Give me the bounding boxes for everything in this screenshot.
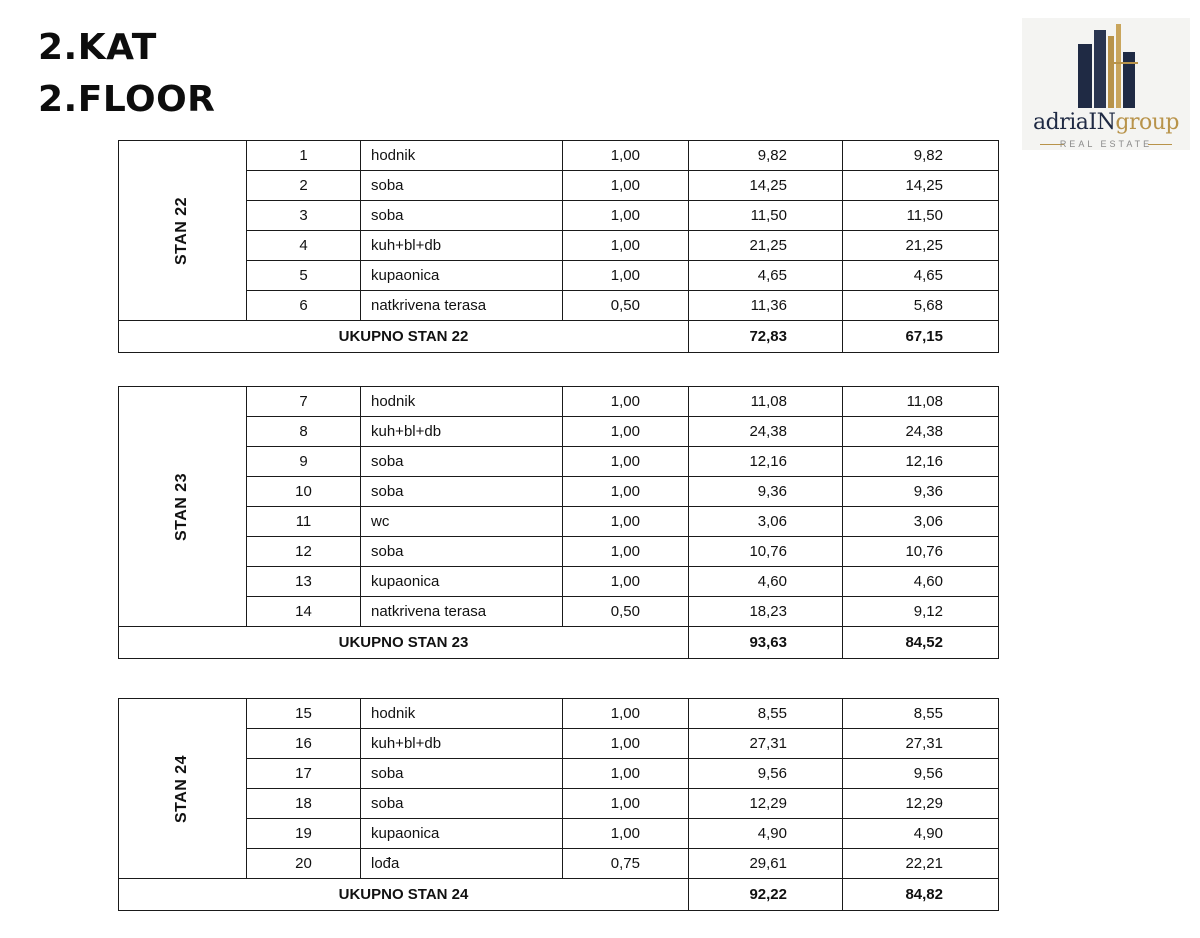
room-area: 11,08 bbox=[689, 387, 843, 417]
room-net-area: 22,21 bbox=[843, 849, 999, 879]
room-number: 17 bbox=[247, 759, 361, 789]
stan-23-table bbox=[118, 386, 999, 659]
room-area: 21,25 bbox=[689, 231, 843, 261]
room-net-area: 4,90 bbox=[843, 819, 999, 849]
table-row bbox=[119, 171, 999, 201]
room-factor: 1,00 bbox=[563, 141, 689, 171]
room-factor: 1,00 bbox=[563, 201, 689, 231]
logo-tagline: REAL ESTATE bbox=[1059, 139, 1153, 149]
room-factor: 0,50 bbox=[563, 291, 689, 321]
room-factor: 1,00 bbox=[563, 537, 689, 567]
room-net-area: 24,38 bbox=[843, 417, 999, 447]
room-number: 6 bbox=[247, 291, 361, 321]
room-factor: 1,00 bbox=[563, 447, 689, 477]
room-area: 3,06 bbox=[689, 507, 843, 537]
room-name: kuh+bl+db bbox=[361, 729, 563, 759]
room-name: kupaonica bbox=[361, 819, 563, 849]
total-net-area: 84,82 bbox=[843, 879, 999, 911]
room-factor: 1,00 bbox=[563, 261, 689, 291]
room-number: 10 bbox=[247, 477, 361, 507]
room-name: soba bbox=[361, 201, 563, 231]
table-row bbox=[119, 849, 999, 879]
room-net-area: 11,50 bbox=[843, 201, 999, 231]
room-factor: 1,00 bbox=[563, 417, 689, 447]
room-number: 5 bbox=[247, 261, 361, 291]
room-area: 29,61 bbox=[689, 849, 843, 879]
room-net-area: 9,36 bbox=[843, 477, 999, 507]
total-net-area: 67,15 bbox=[843, 321, 999, 353]
room-name: soba bbox=[361, 537, 563, 567]
room-area: 12,29 bbox=[689, 789, 843, 819]
room-number: 8 bbox=[247, 417, 361, 447]
room-number: 12 bbox=[247, 537, 361, 567]
room-net-area: 11,08 bbox=[843, 387, 999, 417]
room-name: soba bbox=[361, 477, 563, 507]
room-number: 16 bbox=[247, 729, 361, 759]
room-area: 4,65 bbox=[689, 261, 843, 291]
table-row bbox=[119, 141, 999, 171]
room-factor: 1,00 bbox=[563, 819, 689, 849]
room-number: 11 bbox=[247, 507, 361, 537]
room-net-area: 10,76 bbox=[843, 537, 999, 567]
room-net-area: 12,29 bbox=[843, 789, 999, 819]
room-net-area: 8,55 bbox=[843, 699, 999, 729]
room-area: 14,25 bbox=[689, 171, 843, 201]
room-number: 19 bbox=[247, 819, 361, 849]
table-row bbox=[119, 759, 999, 789]
table-row bbox=[119, 261, 999, 291]
stan-24-table bbox=[118, 698, 999, 911]
total-label: UKUPNO STAN 23 bbox=[119, 627, 689, 659]
apartment-label: STAN 23 bbox=[119, 387, 247, 627]
room-area: 4,90 bbox=[689, 819, 843, 849]
company-logo bbox=[1022, 18, 1190, 150]
room-factor: 1,00 bbox=[563, 789, 689, 819]
total-area: 72,83 bbox=[689, 321, 843, 353]
room-area: 9,82 bbox=[689, 141, 843, 171]
room-area: 11,50 bbox=[689, 201, 843, 231]
room-area: 27,31 bbox=[689, 729, 843, 759]
room-factor: 1,00 bbox=[563, 507, 689, 537]
buildings-logo-icon bbox=[1074, 22, 1140, 108]
total-label: UKUPNO STAN 24 bbox=[119, 879, 689, 911]
total-row bbox=[119, 627, 999, 659]
room-name: soba bbox=[361, 759, 563, 789]
room-net-area: 4,60 bbox=[843, 567, 999, 597]
room-net-area: 12,16 bbox=[843, 447, 999, 477]
room-factor: 1,00 bbox=[563, 387, 689, 417]
room-name: kuh+bl+db bbox=[361, 417, 563, 447]
room-number: 7 bbox=[247, 387, 361, 417]
table-row bbox=[119, 387, 999, 417]
room-area: 4,60 bbox=[689, 567, 843, 597]
room-net-area: 21,25 bbox=[843, 231, 999, 261]
room-net-area: 5,68 bbox=[843, 291, 999, 321]
room-area: 11,36 bbox=[689, 291, 843, 321]
room-net-area: 27,31 bbox=[843, 729, 999, 759]
table-row bbox=[119, 729, 999, 759]
room-factor: 0,75 bbox=[563, 849, 689, 879]
room-number: 13 bbox=[247, 567, 361, 597]
room-factor: 1,00 bbox=[563, 567, 689, 597]
total-area: 92,22 bbox=[689, 879, 843, 911]
room-factor: 1,00 bbox=[563, 231, 689, 261]
room-net-area: 9,56 bbox=[843, 759, 999, 789]
room-name: soba bbox=[361, 789, 563, 819]
room-area: 12,16 bbox=[689, 447, 843, 477]
table-row bbox=[119, 507, 999, 537]
room-name: hodnik bbox=[361, 387, 563, 417]
room-name: kupaonica bbox=[361, 261, 563, 291]
room-name: kuh+bl+db bbox=[361, 231, 563, 261]
room-name: lođa bbox=[361, 849, 563, 879]
room-factor: 1,00 bbox=[563, 729, 689, 759]
room-number: 20 bbox=[247, 849, 361, 879]
table-row bbox=[119, 789, 999, 819]
room-number: 2 bbox=[247, 171, 361, 201]
page-title-floor: 2.FLOOR bbox=[38, 79, 216, 120]
apartment-label: STAN 24 bbox=[119, 699, 247, 879]
room-factor: 1,00 bbox=[563, 477, 689, 507]
room-factor: 1,00 bbox=[563, 759, 689, 789]
table-row bbox=[119, 447, 999, 477]
table-row bbox=[119, 699, 999, 729]
total-row bbox=[119, 321, 999, 353]
room-name: hodnik bbox=[361, 141, 563, 171]
room-name: natkrivena terasa bbox=[361, 291, 563, 321]
room-number: 15 bbox=[247, 699, 361, 729]
room-number: 3 bbox=[247, 201, 361, 231]
table-row bbox=[119, 597, 999, 627]
room-net-area: 3,06 bbox=[843, 507, 999, 537]
room-number: 1 bbox=[247, 141, 361, 171]
room-factor: 1,00 bbox=[563, 171, 689, 201]
table-row bbox=[119, 231, 999, 261]
room-factor: 0,50 bbox=[563, 597, 689, 627]
room-name: kupaonica bbox=[361, 567, 563, 597]
table-row bbox=[119, 537, 999, 567]
page-title-kat: 2.KAT bbox=[38, 27, 157, 68]
table-row bbox=[119, 201, 999, 231]
apartment-label: STAN 22 bbox=[119, 141, 247, 321]
room-area: 18,23 bbox=[689, 597, 843, 627]
table-row bbox=[119, 291, 999, 321]
stan-22-table bbox=[118, 140, 999, 353]
total-area: 93,63 bbox=[689, 627, 843, 659]
room-net-area: 14,25 bbox=[843, 171, 999, 201]
room-name: soba bbox=[361, 447, 563, 477]
total-label: UKUPNO STAN 22 bbox=[119, 321, 689, 353]
logo-wordmark: adriaINgroup bbox=[1033, 110, 1179, 135]
room-area: 24,38 bbox=[689, 417, 843, 447]
room-name: soba bbox=[361, 171, 563, 201]
room-net-area: 9,12 bbox=[843, 597, 999, 627]
table-row bbox=[119, 819, 999, 849]
room-name: natkrivena terasa bbox=[361, 597, 563, 627]
table-row bbox=[119, 567, 999, 597]
room-net-area: 9,82 bbox=[843, 141, 999, 171]
table-row bbox=[119, 417, 999, 447]
room-number: 9 bbox=[247, 447, 361, 477]
room-area: 8,55 bbox=[689, 699, 843, 729]
room-name: wc bbox=[361, 507, 563, 537]
room-area: 10,76 bbox=[689, 537, 843, 567]
room-area: 9,36 bbox=[689, 477, 843, 507]
room-area: 9,56 bbox=[689, 759, 843, 789]
room-number: 4 bbox=[247, 231, 361, 261]
room-number: 18 bbox=[247, 789, 361, 819]
room-number: 14 bbox=[247, 597, 361, 627]
room-name: hodnik bbox=[361, 699, 563, 729]
table-row bbox=[119, 477, 999, 507]
room-factor: 1,00 bbox=[563, 699, 689, 729]
total-net-area: 84,52 bbox=[843, 627, 999, 659]
room-net-area: 4,65 bbox=[843, 261, 999, 291]
total-row bbox=[119, 879, 999, 911]
